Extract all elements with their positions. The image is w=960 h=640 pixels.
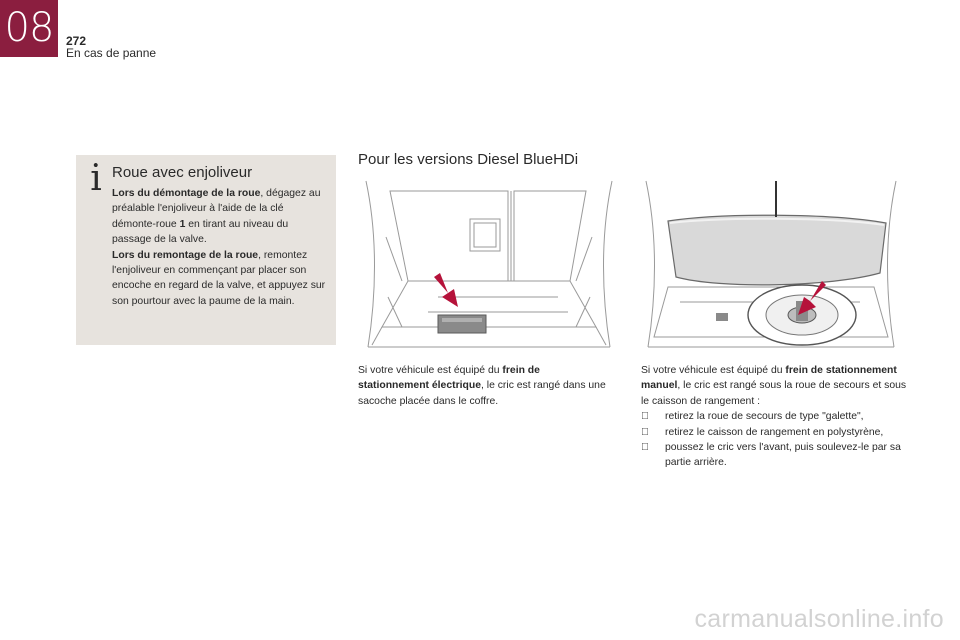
bullet-icon bbox=[641, 409, 655, 424]
list-item bbox=[641, 425, 911, 440]
chapter-number-tab: 08 bbox=[0, 0, 58, 57]
info-box-title: Roue avec enjoliveur bbox=[112, 164, 253, 181]
refit-heading: Lors du remontage de la roue bbox=[112, 249, 259, 261]
manual-caption-text2: , le cric est rangé sous la roue de secours et sous le caisson de rangement : bbox=[641, 380, 907, 407]
boot-jack-bag-illustration bbox=[358, 177, 620, 353]
manual-brake-caption bbox=[641, 363, 911, 471]
info-box-wheel-trim bbox=[76, 155, 336, 345]
section-title: En cas de panne bbox=[66, 46, 157, 60]
refit-text: , remontez l'enjoliveur en commençant par placer son encoche en regard de la valve, et appuyez sur son pourtour avec la paume de la main. bbox=[112, 249, 326, 307]
manual-steps-list bbox=[641, 409, 911, 471]
watermark: carmanualsonline.info bbox=[694, 605, 944, 633]
step-text: retirez la roue de secours de type "galette", bbox=[665, 411, 864, 423]
bullet-icon bbox=[641, 440, 655, 455]
manual-caption-text1: Si votre véhicule est équipé du bbox=[641, 365, 786, 376]
removal-text-end: en tirant au niveau du passage de la valve. bbox=[112, 218, 289, 246]
electric-caption-text1: Si votre véhicule est équipé du bbox=[358, 365, 503, 376]
list-item bbox=[641, 409, 911, 424]
manual-caption-bold: frein de stationnement manuel bbox=[641, 365, 897, 392]
spare-wheel-jack-illustration bbox=[640, 177, 902, 353]
info-icon: i bbox=[90, 158, 102, 199]
removal-tool-ref: 1 bbox=[179, 218, 186, 230]
step-text: poussez le cric vers l'avant, puis soulevez-le par sa partie arrière. bbox=[665, 442, 901, 469]
info-box-body bbox=[112, 186, 330, 309]
diesel-section-title: Pour les versions Diesel BlueHDi bbox=[358, 151, 579, 168]
list-item bbox=[641, 440, 911, 471]
step-text: retirez le caisson de rangement en polystyrène, bbox=[665, 426, 884, 438]
bullet-icon bbox=[641, 425, 655, 440]
electric-brake-caption bbox=[358, 363, 608, 409]
removal-text: , dégagez au préalable l'enjoliveur à l'aide de la clé démonte-roue bbox=[112, 188, 321, 230]
electric-caption-bold: frein de stationnement électrique bbox=[358, 365, 540, 392]
page-number: 272 bbox=[66, 34, 87, 48]
removal-heading: Lors du démontage de la roue bbox=[112, 188, 261, 199]
electric-caption-text2: , le cric est rangé dans une sacoche placée dans le coffre. bbox=[358, 380, 606, 407]
